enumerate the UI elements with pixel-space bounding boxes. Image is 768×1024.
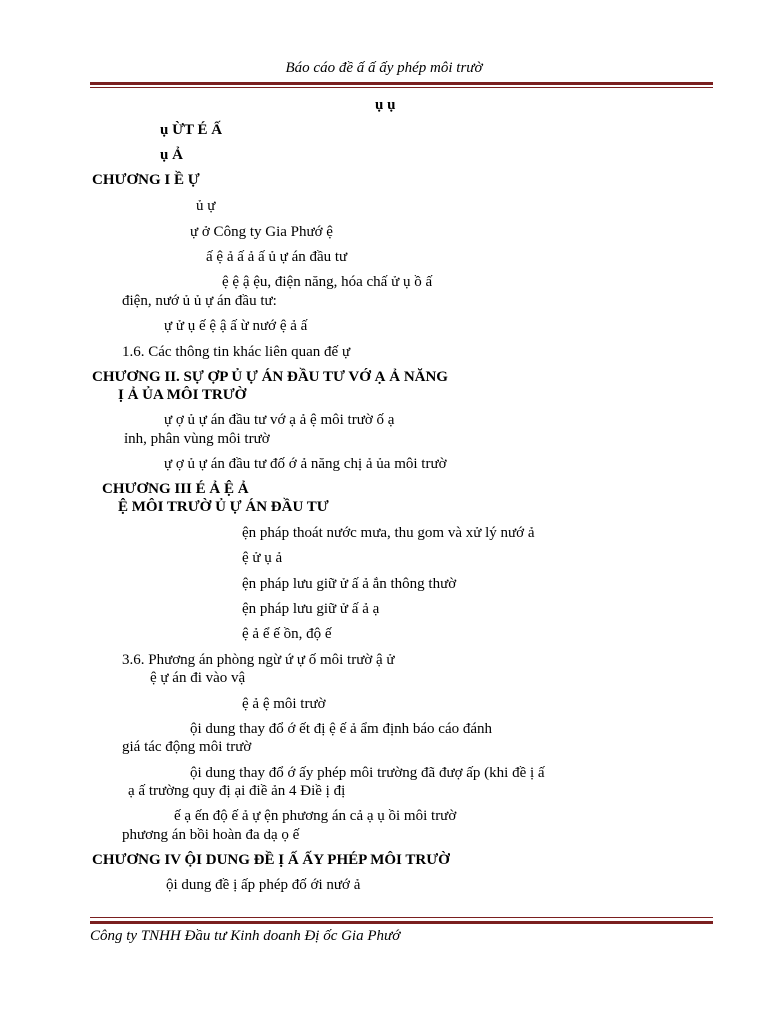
toc-line: ự ợ ủ ự án đầu tư vớ ạ ả ệ môi trườ ố ạ <box>164 412 395 428</box>
toc-line: ệ ử ụ ả <box>242 550 283 566</box>
toc-line: ự ở Công ty Gia Phướ ệ <box>190 224 333 240</box>
footer-rule-thin <box>90 917 713 918</box>
toc-line: 1.6. Các thông tin khác liên quan đế ự <box>122 344 351 360</box>
toc-line: ệ ả ể ế ồn, độ ế <box>242 626 332 642</box>
toc-line: ụ Ả <box>160 147 183 163</box>
toc-line: ện pháp lưu giữ ử ấ ả ắn thông thườ <box>242 576 457 592</box>
toc-line: phương án bồi hoàn đa dạ ọ ế <box>122 827 300 843</box>
toc-line: ự ử ụ ế ệ ậ ấ ừ nướ ệ ả ấ <box>164 318 308 334</box>
header-rule-thick <box>90 82 713 85</box>
toc-line: ấ ệ ả ấ ả ấ ủ ự án đầu tư <box>206 249 348 265</box>
toc-line: ế ạ ến độ ế ả ự ện phương án cả ạ ụ ồi môi trườ <box>174 808 457 824</box>
toc-line: ệ ự án đi vào vậ <box>150 670 246 686</box>
toc-line: 3.6. Phương án phòng ngừ ứ ự ố môi trườ ậ ử <box>122 652 395 668</box>
header-rule-thin <box>90 87 713 88</box>
page-header: Báo cáo đề ấ ấ ấy phép môi trườ <box>285 60 483 76</box>
toc-line: ạ ấ trường quy đị ại điề ản 4 Điề ị đị <box>128 783 346 799</box>
toc-line: ội dung thay đổ ớ ết đị ệ ế ả ẩm định báo cáo đánh <box>190 721 493 737</box>
toc-line: ệ ả ệ môi trườ <box>242 696 326 712</box>
toc-line: ện pháp lưu giữ ử ấ ả ạ <box>242 601 380 617</box>
toc-line: ội dung thay đổ ớ ấy phép môi trường đã đượ ấp (khi đề ị ấ <box>190 765 545 781</box>
toc-chapter: CHƯƠNG II. SỰ ỢP Ủ Ự ÁN ĐẦU TƯ VỚ Ạ Ả NĂNG <box>92 369 448 385</box>
toc-line: ự ợ ủ ự án đầu tư đố ớ ả năng chị ả ủa môi trườ <box>164 456 447 472</box>
toc-line: ện pháp thoát nước mưa, thu gom và xử lý nướ ả <box>242 525 535 541</box>
toc-chapter: Ệ MÔI TRƯỜ Ủ Ự ÁN ĐẦU TƯ <box>118 499 329 515</box>
toc-chapter: CHƯƠNG III É Ả Ệ Ả <box>102 481 249 497</box>
toc-chapter: Ị Ả ỦA MÔI TRƯỜ <box>118 387 247 403</box>
toc-line: ủ ự <box>196 198 216 214</box>
toc-line: ụ ỪT É Ấ <box>160 122 223 138</box>
toc-line: ệ ệ ậ ệu, điện năng, hóa chấ ử ụ ồ ấ <box>222 274 433 290</box>
toc-chapter: CHƯƠNG I Ề Ự <box>92 172 200 188</box>
toc-line: ội dung đề ị ấp phép đố ới nướ ả <box>166 877 361 893</box>
page-footer: Công ty TNHH Đầu tư Kinh doanh Đị ốc Gia Phướ <box>90 928 401 944</box>
toc-line: điện, nướ ủ ủ ự án đầu tư: <box>122 293 277 309</box>
toc-line: ụ ụ <box>375 97 396 113</box>
footer-rule-thick <box>90 921 713 924</box>
toc-line: ỉnh, phân vùng môi trườ <box>124 431 270 447</box>
toc-line: giá tác động môi trườ <box>122 739 252 755</box>
toc-chapter: CHƯƠNG IV ỘI DUNG ĐỀ Ị Ấ ẤY PHÉP MÔI TRƯỜ <box>92 852 450 868</box>
